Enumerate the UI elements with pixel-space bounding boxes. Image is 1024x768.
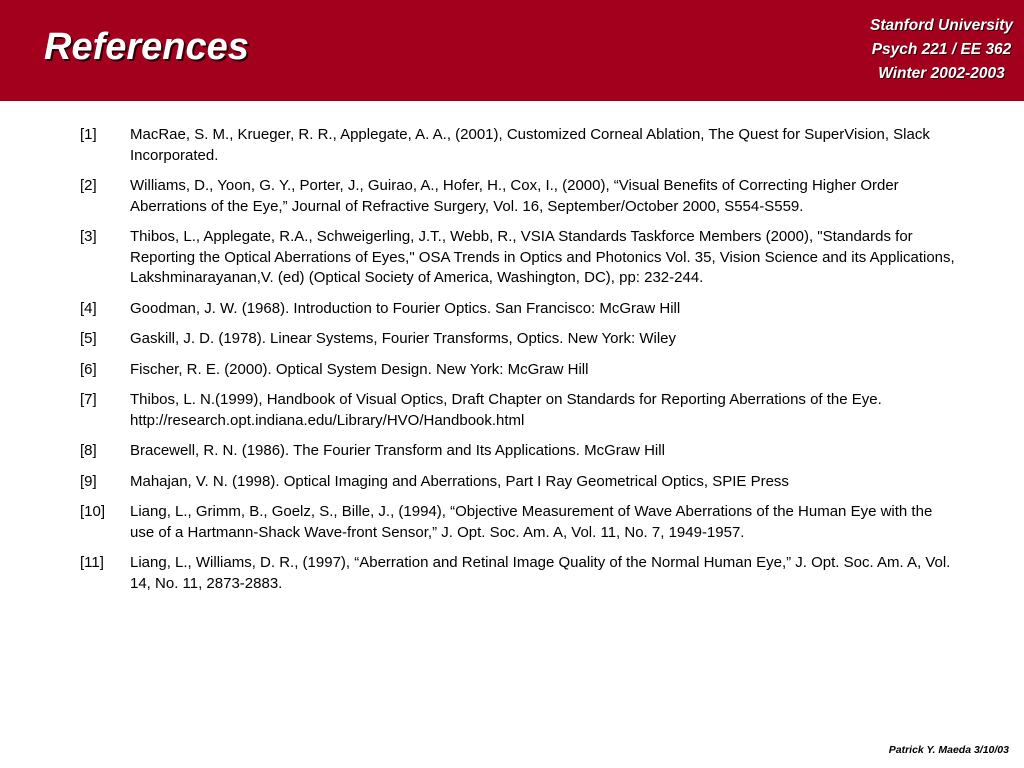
- reference-text: Liang, L., Williams, D. R., (1997), “Aberration and Retinal Image Quality of the Normal Human Eye,” J. Opt. Soc. Am. A, Vol. 14, No. 11, 2873-2883.: [130, 554, 951, 592]
- course-term: Winter 2002-2003: [878, 65, 1005, 82]
- reference-number: [1]: [80, 126, 97, 143]
- reference-text: Thibos, L., Applegate, R.A., Schweigerling, J.T., Webb, R., VSIA Standards Taskforce Members (2000), "Standards for Reporting the Optical Aberrations of Eyes," OSA Trends in Optics and Photonics Vol. 35, Vision Science and its Applications, Lakshminarayanan,V. (ed) (Optical Society of America, Washington, DC), pp: 232-244.: [130, 228, 955, 286]
- reference-text: Fischer, R. E. (2000). Optical System Design. New York: McGraw Hill: [130, 360, 589, 378]
- reference-number: [2]: [80, 177, 97, 194]
- course-number: Psych 221 / EE 362: [871, 41, 1012, 58]
- reference-item: [80, 472, 960, 493]
- title-banner: [0, 0, 1024, 101]
- reference-item: [80, 299, 960, 320]
- slide-title: References: [44, 26, 249, 68]
- course-affiliation: [870, 14, 1013, 86]
- reference-item: [80, 125, 960, 166]
- reference-item: [80, 360, 960, 381]
- reference-item: [80, 502, 960, 543]
- reference-text: Gaskill, J. D. (1978). Linear Systems, Fourier Transforms, Optics. New York: Wiley: [130, 330, 676, 347]
- reference-text: Bracewell, R. N. (1986). The Fourier Transform and Its Applications. McGraw Hill: [130, 442, 665, 459]
- reference-number: [8]: [80, 442, 97, 459]
- reference-item: [80, 176, 960, 217]
- reference-text: Thibos, L. N.(1999), Handbook of Visual Optics, Draft Chapter on Standards for Reporting Aberrations of the Eye. http://research.opt.indiana.edu/Library/HVO/Handbook.html: [130, 391, 882, 429]
- reference-number: [11]: [80, 554, 104, 571]
- reference-item: [80, 227, 960, 289]
- reference-number: [5]: [80, 330, 97, 347]
- reference-item: [80, 390, 960, 431]
- university-name: Stanford University: [870, 17, 1013, 34]
- reference-number: [10]: [80, 503, 106, 520]
- reference-number: [6]: [80, 360, 97, 378]
- reference-item: [80, 329, 960, 350]
- reference-text: Mahajan, V. N. (1998). Optical Imaging and Aberrations, Part I Ray Geometrical Optics, SPIE Press: [130, 472, 789, 490]
- reference-list: [80, 125, 960, 604]
- reference-number: [9]: [80, 472, 97, 490]
- reference-item: [80, 441, 960, 462]
- reference-number: [7]: [80, 391, 97, 408]
- reference-number: [4]: [80, 299, 97, 317]
- reference-text: Goodman, J. W. (1968). Introduction to Fourier Optics. San Francisco: McGraw Hill: [130, 299, 681, 317]
- slide-footer: Patrick Y. Maeda 3/10/03: [888, 744, 1009, 756]
- reference-number: [3]: [80, 228, 97, 245]
- reference-item: [80, 553, 960, 594]
- reference-text: Liang, L., Grimm, B., Goelz, S., Bille, J., (1994), “Objective Measurement of Wave Aberrations of the Human Eye with the use of a Hartmann-Shack Wave-front Sensor,” J. Opt. Soc. Am. A, Vol. 11, No. 7, 1949-1957.: [130, 503, 933, 541]
- reference-text: MacRae, S. M., Krueger, R. R., Applegate, A. A., (2001), Customized Corneal Ablation, The Quest for SuperVision, Slack Incorporated.: [130, 126, 930, 164]
- reference-text: Williams, D., Yoon, G. Y., Porter, J., Guirao, A., Hofer, H., Cox, I., (2000), “Visual Benefits of Correcting Higher Order Aberrations of the Eye,” Journal of Refractive Surgery, Vol. 16, September/October 2000, S554-S559.: [130, 177, 899, 215]
